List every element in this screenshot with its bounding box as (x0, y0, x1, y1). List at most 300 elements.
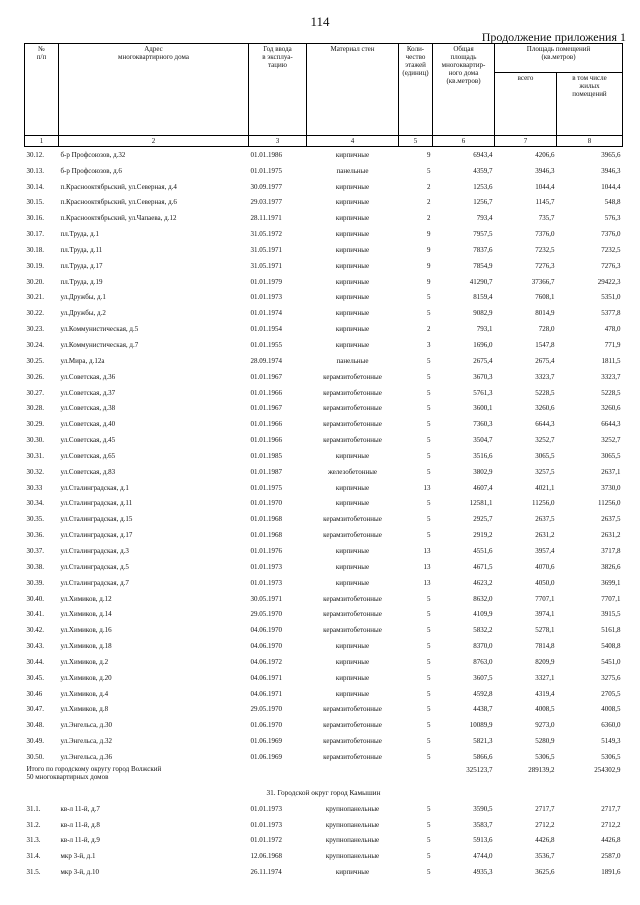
wall-material-cell: кирпичные (335, 578, 370, 587)
total-area-cell: 8632,0 (473, 594, 493, 603)
wall-material-cell: керамзитобетонные (323, 626, 382, 635)
year-built-cell: 01.06.1970 (250, 721, 282, 730)
address-cell: ул.Сталинградская, д.17 (60, 531, 133, 540)
header-num: № п/п (25, 44, 59, 136)
address-cell: ул.Химиков, д.2 (60, 657, 109, 666)
row-number-cell: 30.17. (26, 230, 44, 239)
year-built-cell: 12.06.1968 (250, 852, 282, 861)
premises-area-living-cell: 5306,5 (601, 752, 621, 761)
table-row (25, 226, 623, 242)
address-cell: мкр 3-й, д.1 (60, 852, 96, 861)
wall-material-cell: кирпичные (335, 868, 370, 877)
floors-cell: 5 (427, 404, 431, 413)
page-number: 114 (310, 14, 330, 29)
row-number-cell: 30.30. (26, 436, 44, 445)
year-built-cell: 01.01.1972 (250, 836, 282, 845)
row-number-cell: 30.21. (26, 293, 44, 302)
row-number-cell: 30.44. (26, 657, 44, 666)
table-row (25, 195, 623, 211)
premises-area-all-cell: 7707,1 (535, 594, 555, 603)
floors-cell: 5 (427, 836, 431, 845)
floors-cell: 5 (427, 293, 431, 302)
premises-area-all-cell: 1547,8 (535, 341, 555, 350)
table-row (25, 817, 623, 833)
total-area-cell: 7854,9 (473, 261, 493, 270)
address-cell: ул.Советская, д.36 (60, 372, 116, 381)
premises-area-living-cell: 3965,6 (601, 150, 621, 159)
wall-material-cell: кирпичные (335, 261, 370, 270)
total-row (25, 765, 623, 786)
floors-cell: 5 (427, 673, 431, 682)
wall-material-cell: керамзитобетонные (323, 737, 382, 746)
total-area-cell: 10089,9 (469, 721, 493, 730)
floors-cell: 13 (423, 483, 431, 492)
floors-cell: 5 (427, 372, 431, 381)
premises-area-living-cell: 7707,1 (601, 594, 621, 603)
row-number-cell: 30.35. (26, 515, 44, 524)
premises-area-all-cell: 3257,5 (535, 467, 555, 476)
floors-cell: 5 (427, 657, 431, 666)
wall-material-cell: керамзитобетонные (323, 372, 382, 381)
address-cell: пл.Труда, д.11 (60, 245, 103, 254)
header-floors: Коли- чество этажей (единиц) (399, 44, 433, 136)
year-built-cell: 01.06.1969 (250, 737, 282, 746)
floors-cell: 5 (427, 388, 431, 397)
address-cell: пл.Труда, д.17 (60, 261, 103, 270)
premises-area-living-cell: 548,8 (604, 198, 621, 207)
premises-area-all-cell: 2637,5 (535, 515, 555, 524)
total-area-cell: 8370,0 (473, 642, 493, 651)
premises-area-all-cell: 5278,1 (535, 626, 555, 635)
year-built-cell: 01.01.1976 (250, 546, 282, 555)
premises-area-living-cell: 3252,7 (601, 436, 621, 445)
address-cell: б-р Профсоюзов, д.6 (60, 166, 122, 175)
column-numbers-row (25, 136, 623, 147)
table-row (25, 290, 623, 306)
year-built-cell: 01.01.1973 (250, 293, 282, 302)
table-row (25, 385, 623, 401)
premises-area-living-cell: 7276,3 (601, 261, 621, 270)
address-cell: ул.Советская, д.37 (60, 388, 116, 397)
total-area-cell: 3504,7 (473, 436, 493, 445)
floors-cell: 9 (427, 150, 431, 159)
total-living-cell: 254302,9 (594, 765, 621, 774)
premises-area-living-cell: 2712,2 (601, 820, 621, 829)
premises-area-living-cell: 478,0 (604, 325, 621, 334)
wall-material-cell: кирпичные (335, 689, 370, 698)
premises-area-all-cell: 735,7 (538, 214, 555, 223)
column-number-cell: 8 (557, 136, 623, 147)
premises-area-all-cell: 3252,7 (535, 436, 555, 445)
floors-cell: 5 (427, 804, 431, 813)
header-address: Адрес многоквартирного дома (59, 44, 249, 136)
section-title-row (25, 786, 623, 801)
total-area-cell: 4359,7 (473, 166, 493, 175)
floors-cell: 5 (427, 721, 431, 730)
address-cell: ул.Мира, д.12а (60, 356, 105, 365)
row-number-cell: 30.48. (26, 721, 44, 730)
wall-material-cell: кирпичные (335, 341, 370, 350)
premises-area-all-cell: 5306,5 (535, 752, 555, 761)
address-cell: ул.Химиков, д.8 (60, 705, 109, 714)
address-cell: ул.Химиков, д.14 (60, 610, 112, 619)
floors-cell: 5 (427, 705, 431, 714)
column-number-cell: 5 (399, 136, 433, 147)
total-area-cell: 8159,4 (473, 293, 493, 302)
total-area-cell: 5832,2 (473, 626, 493, 635)
premises-area-living-cell: 11256,0 (598, 499, 621, 508)
table-row (25, 654, 623, 670)
table-row (25, 638, 623, 654)
wall-material-cell: панельные (336, 166, 369, 175)
year-built-cell: 31.05.1971 (250, 245, 282, 254)
floors-cell: 5 (427, 594, 431, 603)
premises-area-living-cell: 2705,5 (601, 689, 621, 698)
premises-area-living-cell: 3065,5 (601, 451, 621, 460)
row-number-cell: 31.3. (26, 836, 41, 845)
address-cell: ул.Советская, д.38 (60, 404, 116, 413)
address-cell: пл.Труда, д.19 (60, 277, 103, 286)
floors-cell: 2 (427, 325, 431, 334)
premises-area-all-cell: 4050,0 (535, 578, 555, 587)
total-area-cell: 1256,7 (473, 198, 493, 207)
year-built-cell: 04.06.1971 (250, 689, 282, 698)
year-built-cell: 01.01.1967 (250, 372, 282, 381)
floors-cell: 5 (427, 642, 431, 651)
premises-area-living-cell: 5351,0 (601, 293, 621, 302)
premises-area-all-cell: 7232,5 (535, 245, 555, 254)
premises-area-living-cell: 3826,6 (601, 562, 621, 571)
wall-material-cell: керамзитобетонные (323, 420, 382, 429)
wall-material-cell: керамзитобетонные (323, 721, 382, 730)
year-built-cell: 04.06.1972 (250, 657, 282, 666)
address-cell: ул.Химиков, д.4 (60, 689, 109, 698)
total-area-cell: 4438,7 (473, 705, 493, 714)
row-number-cell: 30.40. (26, 594, 44, 603)
wall-material-cell: кирпичные (335, 277, 370, 286)
premises-area-all-cell: 7276,3 (535, 261, 555, 270)
premises-area-all-cell: 4319,4 (535, 689, 555, 698)
premises-area-all-cell: 3323,7 (535, 372, 555, 381)
table-row (25, 496, 623, 512)
premises-area-all-cell: 2631,2 (535, 531, 555, 540)
total-area-cell: 5761,3 (473, 388, 493, 397)
year-built-cell: 04.06.1970 (250, 642, 282, 651)
table-row (25, 559, 623, 575)
total-area-cell: 793,1 (476, 325, 493, 334)
total-area-cell: 3590,5 (473, 804, 493, 813)
row-number-cell: 30.16. (26, 214, 44, 223)
table-row (25, 749, 623, 765)
total-area-cell: 3583,7 (473, 820, 493, 829)
address-cell: ул.Химиков, д.16 (60, 626, 112, 635)
wall-material-cell: кирпичные (335, 150, 370, 159)
column-number-cell: 6 (433, 136, 495, 147)
continuation-title: Продолжение приложения 1 (481, 30, 626, 44)
premises-area-living-cell: 2637,5 (601, 515, 621, 524)
row-number-cell: 30.14. (26, 182, 44, 191)
premises-area-all-cell: 11256,0 (532, 499, 555, 508)
premises-area-all-cell: 4070,6 (535, 562, 555, 571)
year-built-cell: 01.01.1985 (250, 451, 282, 460)
table-row (25, 464, 623, 480)
premises-area-all-cell: 2717,7 (535, 804, 555, 813)
floors-cell: 2 (427, 198, 431, 207)
total-total-area-cell: 325123,7 (466, 765, 493, 774)
total-area-cell: 41290,7 (469, 277, 493, 286)
total-area-cell: 793,4 (476, 214, 493, 223)
premises-area-living-cell: 576,3 (604, 214, 621, 223)
premises-area-living-cell: 3915,5 (601, 610, 621, 619)
year-built-cell: 01.01.1970 (250, 499, 282, 508)
year-built-cell: 30.09.1977 (250, 182, 282, 191)
floors-cell: 5 (427, 166, 431, 175)
header-premises-living: в том числе жилых помещений (557, 73, 623, 136)
section-title: 31. Городской округ город Камышин (266, 788, 381, 798)
floors-cell: 13 (423, 546, 431, 555)
total-area-cell: 3600,1 (473, 404, 493, 413)
premises-area-all-cell: 9273,0 (535, 721, 555, 730)
premises-area-all-cell: 4206,6 (535, 150, 555, 159)
address-cell: ул.Сталинградская, д.3 (60, 546, 129, 555)
row-number-cell: 30.23. (26, 325, 44, 334)
address-cell: п.Краснооктябрьский, ул.Чапаева, д.12 (60, 214, 177, 223)
table-row (25, 258, 623, 274)
floors-cell: 5 (427, 752, 431, 761)
year-built-cell: 28.11.1971 (250, 214, 282, 223)
year-built-cell: 01.06.1969 (250, 752, 282, 761)
row-number-cell: 30.47. (26, 705, 44, 714)
row-number-cell: 30.38. (26, 562, 44, 571)
floors-cell: 5 (427, 356, 431, 365)
year-built-cell: 01.01.1973 (250, 578, 282, 587)
premises-area-all-cell: 5228,5 (535, 388, 555, 397)
floors-cell: 5 (427, 531, 431, 540)
row-number-cell: 31.4. (26, 852, 41, 861)
year-built-cell: 01.01.1987 (250, 467, 282, 476)
year-built-cell: 01.01.1986 (250, 150, 282, 159)
table-row (25, 606, 623, 622)
premises-area-all-cell: 3974,1 (535, 610, 555, 619)
total-area-cell: 3802,9 (473, 467, 493, 476)
premises-area-living-cell: 2587,0 (601, 852, 621, 861)
premises-area-all-cell: 2712,2 (535, 820, 555, 829)
address-cell: ул.Дружбы, д.2 (60, 309, 106, 318)
total-area-cell: 5821,3 (473, 737, 493, 746)
table-row (25, 179, 623, 195)
premises-area-living-cell: 3275,6 (601, 673, 621, 682)
table-row (25, 733, 623, 749)
table-row (25, 432, 623, 448)
column-number-cell: 7 (495, 136, 557, 147)
floors-cell: 9 (427, 261, 431, 270)
wall-material-cell: кирпичные (335, 198, 370, 207)
column-number-cell: 3 (249, 136, 307, 147)
premises-area-all-cell: 7814,8 (535, 642, 555, 651)
address-cell: пл.Труда, д.1 (60, 230, 99, 239)
address-cell: б-р Профсоюзов, д.32 (60, 150, 126, 159)
wall-material-cell: кирпичные (335, 499, 370, 508)
table-row (25, 511, 623, 527)
premises-area-all-cell: 8209,9 (535, 657, 555, 666)
address-cell: кв-л 11-й, д.8 (60, 820, 100, 829)
floors-cell: 5 (427, 820, 431, 829)
premises-area-living-cell: 7376,0 (601, 230, 621, 239)
address-cell: ул.Сталинградская, д.11 (60, 499, 133, 508)
table-row (25, 147, 623, 163)
premises-area-living-cell: 3730,0 (601, 483, 621, 492)
table-row (25, 448, 623, 464)
table-row (25, 670, 623, 686)
year-built-cell: 01.01.1973 (250, 804, 282, 813)
row-number-cell: 30.39. (26, 578, 44, 587)
floors-cell: 5 (427, 689, 431, 698)
premises-area-all-cell: 3327,1 (535, 673, 555, 682)
table-row (25, 686, 623, 702)
table-row (25, 416, 623, 432)
premises-area-living-cell: 3717,8 (601, 546, 621, 555)
year-built-cell: 01.01.1975 (250, 483, 282, 492)
wall-material-cell: крупнопанельные (325, 852, 380, 861)
premises-area-all-cell: 3625,6 (535, 868, 555, 877)
year-built-cell: 29.05.1970 (250, 705, 282, 714)
wall-material-cell: кирпичные (335, 483, 370, 492)
total-area-cell: 4935,3 (473, 868, 493, 877)
row-number-cell: 30.50. (26, 752, 44, 761)
floors-cell: 5 (427, 499, 431, 508)
total-area-cell: 8763,0 (473, 657, 493, 666)
address-cell: ул.Химиков, д.18 (60, 642, 112, 651)
premises-area-all-cell: 1145,7 (535, 198, 555, 207)
year-built-cell: 01.01.1966 (250, 436, 282, 445)
year-built-cell: 29.05.1970 (250, 610, 282, 619)
address-cell: ул.Коммунистическая, д.5 (60, 325, 139, 334)
row-number-cell: 30.29. (26, 420, 44, 429)
row-number-cell: 30.43. (26, 642, 44, 651)
premises-area-all-cell: 1044,4 (535, 182, 555, 191)
floors-cell: 5 (427, 451, 431, 460)
premises-area-living-cell: 6644,3 (601, 420, 621, 429)
total-area-cell: 4592,8 (473, 689, 493, 698)
table-row (25, 353, 623, 369)
wall-material-cell: керамзитобетонные (323, 531, 382, 540)
table-row (25, 242, 623, 258)
address-cell: ул.Сталинградская, д.7 (60, 578, 129, 587)
floors-cell: 5 (427, 420, 431, 429)
premises-area-living-cell: 771,9 (604, 341, 621, 350)
total-area-cell: 5913,6 (473, 836, 493, 845)
table-row (25, 591, 623, 607)
table-row (25, 163, 623, 179)
table-row (25, 480, 623, 496)
floors-cell: 9 (427, 230, 431, 239)
year-built-cell: 31.05.1972 (250, 230, 282, 239)
address-cell: ул.Сталинградская, д.15 (60, 515, 133, 524)
premises-area-living-cell: 2637,1 (601, 467, 621, 476)
row-number-cell: 30.33 (26, 483, 43, 492)
wall-material-cell: кирпичные (335, 673, 370, 682)
floors-cell: 5 (427, 467, 431, 476)
total-area-cell: 4623,2 (473, 578, 493, 587)
wall-material-cell: кирпичные (335, 451, 370, 460)
premises-area-living-cell: 3699,1 (601, 578, 621, 587)
premises-area-all-cell: 6644,3 (535, 420, 555, 429)
premises-area-living-cell: 1811,5 (601, 356, 621, 365)
table-row (25, 575, 623, 591)
premises-area-living-cell: 5228,5 (601, 388, 621, 397)
row-number-cell: 30.34. (26, 499, 44, 508)
floors-cell: 3 (427, 341, 431, 350)
floors-cell: 9 (427, 277, 431, 286)
total-area-cell: 4551,6 (473, 546, 493, 555)
wall-material-cell: кирпичные (335, 562, 370, 571)
floors-cell: 5 (427, 626, 431, 635)
row-number-cell: 31.2. (26, 820, 41, 829)
row-number-cell: 30.12. (26, 150, 44, 159)
address-cell: ул.Химиков, д.12 (60, 594, 112, 603)
premises-area-all-cell: 7376,0 (535, 230, 555, 239)
row-number-cell: 30.20. (26, 277, 44, 286)
premises-area-living-cell: 1044,4 (601, 182, 621, 191)
table-row (25, 321, 623, 337)
row-number-cell: 30.46 (26, 689, 43, 698)
year-built-cell: 04.06.1970 (250, 626, 282, 635)
total-area-cell: 9082,9 (473, 309, 493, 318)
table-row (25, 401, 623, 417)
total-label: Итого по городскому округу город Волжский 50 многоквартирных домов (26, 764, 162, 781)
address-cell: ул.Советская, д.40 (60, 420, 116, 429)
row-number-cell: 30.25. (26, 356, 44, 365)
row-number-cell: 30.24. (26, 341, 44, 350)
premises-area-living-cell: 3946,3 (601, 166, 621, 175)
premises-area-all-cell: 37366,7 (531, 277, 555, 286)
year-built-cell: 01.01.1966 (250, 420, 282, 429)
row-number-cell: 30.41. (26, 610, 44, 619)
total-area-cell: 2675,4 (473, 356, 493, 365)
floors-cell: 9 (427, 245, 431, 254)
row-number-cell: 30.45. (26, 673, 44, 682)
year-built-cell: 01.01.1967 (250, 404, 282, 413)
address-cell: ул.Энгельса, д.36 (60, 752, 112, 761)
address-cell: ул.Советская, д.65 (60, 451, 116, 460)
year-built-cell: 01.01.1975 (250, 166, 282, 175)
wall-material-cell: крупнопанельные (325, 804, 380, 813)
table-row (25, 864, 623, 880)
address-cell: ул.Советская, д.45 (60, 436, 116, 445)
total-area-cell: 2925,7 (473, 515, 493, 524)
row-number-cell: 30.28. (26, 404, 44, 413)
premises-area-all-cell: 3946,3 (535, 166, 555, 175)
floors-cell: 2 (427, 182, 431, 191)
wall-material-cell: керамзитобетонные (323, 388, 382, 397)
table-row (25, 833, 623, 849)
address-cell: мкр 3-й, д.10 (60, 868, 99, 877)
total-area-cell: 1253,6 (473, 182, 493, 191)
premises-area-all-cell: 4021,1 (535, 483, 555, 492)
premises-area-all-cell: 3260,6 (535, 404, 555, 413)
row-number-cell: 30.32. (26, 467, 44, 476)
year-built-cell: 01.01.1968 (250, 515, 282, 524)
premises-area-living-cell: 5451,0 (601, 657, 621, 666)
total-area-cell: 4744,0 (473, 852, 493, 861)
address-cell: ул.Дружбы, д.1 (60, 293, 106, 302)
premises-area-living-cell: 7232,5 (601, 245, 621, 254)
floors-cell: 5 (427, 868, 431, 877)
year-built-cell: 01.01.1955 (250, 341, 282, 350)
total-area-cell: 12581,1 (469, 499, 493, 508)
table-body (25, 147, 623, 881)
year-built-cell: 28.09.1974 (250, 356, 282, 365)
